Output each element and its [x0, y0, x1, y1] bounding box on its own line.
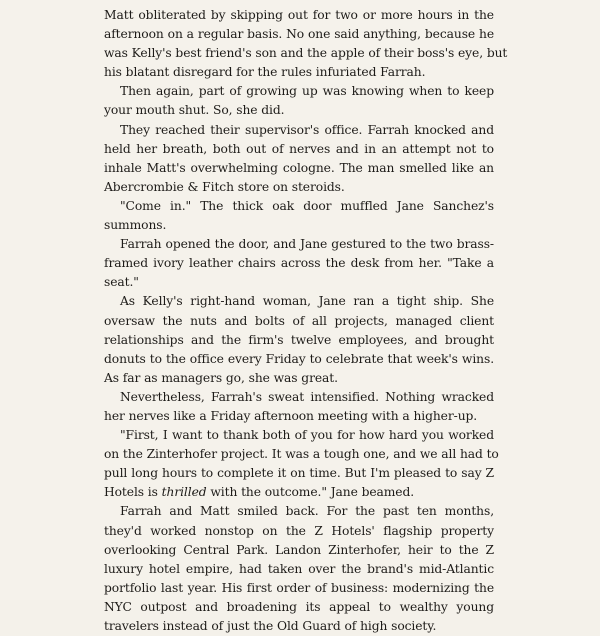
text-line: donuts to the office every Friday to celebrate that week's wins. [104, 351, 494, 366]
text-line: inhale Matt's overwhelming cologne. The man smelled like an [104, 160, 494, 175]
text-line: was Kelly's best friend's son and the apple of their boss's eye, but [104, 46, 508, 61]
text-fragment: with the outcome." Jane beamed. [206, 485, 415, 500]
text-line: "Come in." The thick oak door muffled Jane Sanchez's [120, 198, 494, 213]
paragraph [104, 388, 494, 426]
text-line: framed ivory leather chairs across the desk from her. "Take a [104, 256, 494, 271]
text-line: overlooking Central Park. Landon Zinterhofer, heir to the Z [104, 542, 494, 557]
paragraph [104, 502, 494, 636]
text-line: Then again, part of growing up was knowing when to keep [120, 84, 494, 99]
text-line: your mouth shut. So, she did. [104, 103, 285, 118]
text-line: held her breath, both out of nerves and in an attempt not to [104, 141, 494, 156]
text-line: NYC outpost and broadening its appeal to wealthy young [104, 599, 494, 614]
italic-emphasis: thrilled [161, 485, 207, 500]
text-line: Nevertheless, Farrah's sweat intensified. Nothing wracked [120, 389, 494, 404]
page-text [104, 6, 508, 636]
text-line: her nerves like a Friday afternoon meeting with a higher-up. [104, 408, 478, 423]
text-line [104, 483, 494, 502]
text-line: relationships and the firm's twelve employees, and brought [104, 332, 494, 347]
text-fragment: Hotels is [104, 485, 162, 500]
paragraph [104, 197, 494, 235]
text-line: As far as managers go, she was great. [104, 370, 338, 385]
text-line: summons. [104, 218, 167, 233]
text-line: his blatant disregard for the rules infuriated Farrah. [104, 65, 426, 80]
text-line: Matt obliterated by skipping out for two or more hours in the [104, 8, 494, 22]
text-line: portfolio last year. His first order of business: modernizing the [104, 580, 494, 595]
text-line: Abercrombie & Fitch store on steroids. [104, 179, 345, 194]
text-line: pull long hours to complete it on time. But I'm pleased to say Z [104, 466, 494, 481]
text-line: on the Zinterhofer project. It was a tough one, and we all had to [104, 447, 499, 462]
text-line: oversaw the nuts and bolts of all projects, managed client [104, 313, 494, 328]
paragraph [104, 6, 508, 82]
paragraph [104, 426, 499, 502]
paragraph [104, 235, 494, 292]
paragraph [104, 82, 494, 120]
text-line: Farrah opened the door, and Jane gestured to the two brass- [120, 237, 494, 252]
text-line: seat." [104, 275, 139, 290]
text-line: luxury hotel empire, had taken over the brand's mid-Atlantic [104, 561, 494, 576]
text-line: they'd worked nonstop on the Z Hotels' flagship property [104, 523, 494, 538]
text-line: afternoon on a regular basis. No one said anything, because he [104, 27, 494, 42]
paragraph [104, 292, 494, 387]
paragraph [104, 121, 494, 197]
text-line: They reached their supervisor's office. Farrah knocked and [120, 122, 494, 137]
text-line: travelers instead of just the Old Guard of high society. [104, 619, 437, 633]
text-line: "First, I want to thank both of you for how hard you worked [120, 428, 494, 443]
text-line: As Kelly's right-hand woman, Jane ran a tight ship. She [120, 294, 494, 309]
text-line: Farrah and Matt smiled back. For the past ten months, [120, 504, 494, 519]
